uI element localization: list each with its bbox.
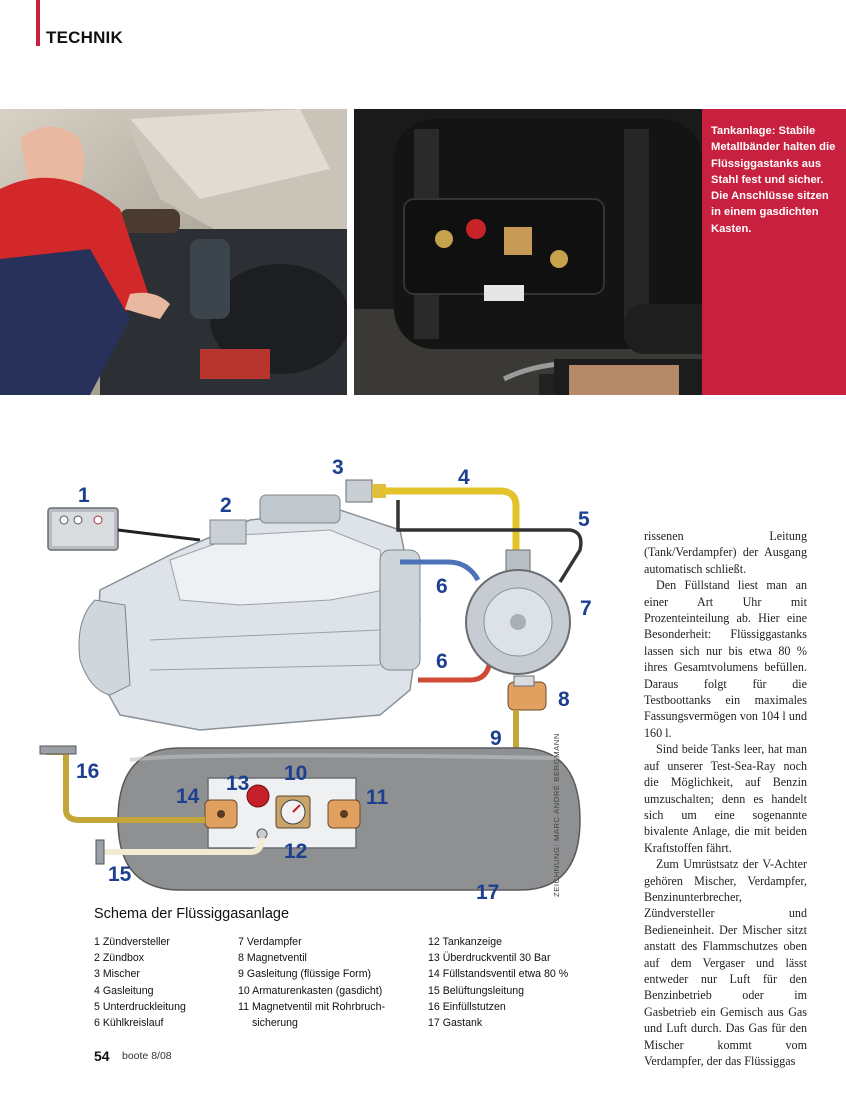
diagram-label-5: 5 <box>578 508 590 531</box>
body-paragraph: Zum Umrüstsatz der V-Achter gehören Mischer, Verdampfer, Benzinunterbrecher, Zündversteller und Bedieneinheit. Der Mischer sitzt anstatt des Flammschutzes oben auf dem Vergaser und lässt entweder nur Luft für den Benzinbetrieb oder im Gasbetrieb ein Gemisch aus Gas und Luft durch. Das Gas für den Mischer kommt vom Verdampfer, der das Flüssiggas <box>644 857 807 1068</box>
legend-item: 1 Zündversteller <box>94 936 170 948</box>
legend-item: 3 Mischer <box>94 968 140 981</box>
legend-item: 11 Magnetventil mit Rohrbruch- <box>238 1000 386 1013</box>
diagram-label-4: 4 <box>458 466 470 489</box>
diagram-label-16: 16 <box>76 760 100 783</box>
diagram-label-6b: 6 <box>436 650 448 673</box>
article-body-column <box>644 528 807 1069</box>
vaporizer <box>466 550 570 674</box>
body-paragraph: rissenen Leitung (Tank/Verdampfer) der Ausgang automatisch schließt. <box>644 529 807 576</box>
diagram-label-3: 3 <box>332 456 344 479</box>
legend-item: 4 Gasleitung <box>94 984 154 997</box>
legend-item-continuation: sicherung <box>252 1017 298 1030</box>
legend-item: 16 Einfüllstutzen <box>428 1000 506 1013</box>
legend-item: 10 Armaturenkasten (gasdicht) <box>238 984 383 997</box>
photo-caption-box <box>702 109 846 395</box>
legend-column-2 <box>238 934 385 1031</box>
diagram-label-1: 1 <box>78 484 90 507</box>
legend-item: 13 Überdruckventil 30 Bar <box>428 952 551 965</box>
section-marker-bar <box>36 0 40 46</box>
body-paragraph: Sind beide Tanks leer, hat man auf unserer Test-Sea-Ray noch die Möglichkeit, auf Benzin umzuschalten; denn es handelt sich um eine sogenannte bivalente Anlage, die mit beiden Kraftstoffen fährt. <box>644 742 807 855</box>
diagram-label-14: 14 <box>176 785 200 808</box>
diagram-label-6a: 6 <box>436 575 448 598</box>
diagram-label-7: 7 <box>580 597 592 620</box>
legend-item: 5 Unterdruckleitung <box>94 1000 186 1013</box>
legend-item: 12 Tankanzeige <box>428 936 503 948</box>
diagram-label-9: 9 <box>490 727 502 750</box>
lpg-system-diagram <box>0 440 640 910</box>
diagram-label-10: 10 <box>284 762 308 785</box>
diagram-label-17: 17 <box>476 881 500 904</box>
legend-item: 6 Kühlkreislauf <box>94 1017 164 1030</box>
photo-caption: Tankanlage: Stabile Metallbänder halten die Flüssiggastanks aus Stahl fest und sicher. Die Anschlüsse sitzen in einem gasdichten Kasten. <box>711 125 836 235</box>
legend-item: 2 Zündbox <box>94 952 145 965</box>
legend-item: 7 Verdampfer <box>238 936 302 948</box>
legend-item: 14 Füllstandsventil etwa 80 % <box>428 968 569 981</box>
legend-item: 15 Belüftungsleitung <box>428 984 525 997</box>
diagram-label-12: 12 <box>284 840 308 863</box>
photo-mechanic <box>0 109 347 395</box>
photo-gas-tank <box>354 109 702 395</box>
legend-item: 9 Gasleitung (flüssige Form) <box>238 968 372 981</box>
legend-item: 8 Magnetventil <box>238 952 307 965</box>
legend-item: 17 Gastank <box>428 1017 483 1030</box>
diagram-label-13: 13 <box>226 772 250 795</box>
magazine-issue: boote 8/08 <box>122 1050 172 1062</box>
illustration-credit: ZEICHNUNG: MARC ANDRÉ BERGMANN <box>552 733 561 897</box>
legend-column-3 <box>428 934 568 1031</box>
section-label: TECHNIK <box>46 28 123 47</box>
page-number: 54 <box>94 1048 110 1064</box>
schema-title: Schema der Flüssiggasanlage <box>94 906 290 922</box>
ignition-control-unit <box>48 508 200 550</box>
diagram-label-2: 2 <box>220 494 232 517</box>
body-paragraph: Den Füllstand liest man an einer Art Uhr mit Prozenteinteilung ab. Hier eine Besonderheit: Flüssiggastanks lassen sich nur bis etwa 80 % ihres Gesamtvolumens befüllen. Daraus folgt für die Testboottanks ein maximales Fassungsvermögen von 104 l und 160 l. <box>644 578 807 740</box>
diagram-label-11: 11 <box>366 786 389 809</box>
diagram-label-8: 8 <box>558 688 570 711</box>
diagram-label-15: 15 <box>108 863 132 886</box>
legend-column-1 <box>94 934 186 1031</box>
